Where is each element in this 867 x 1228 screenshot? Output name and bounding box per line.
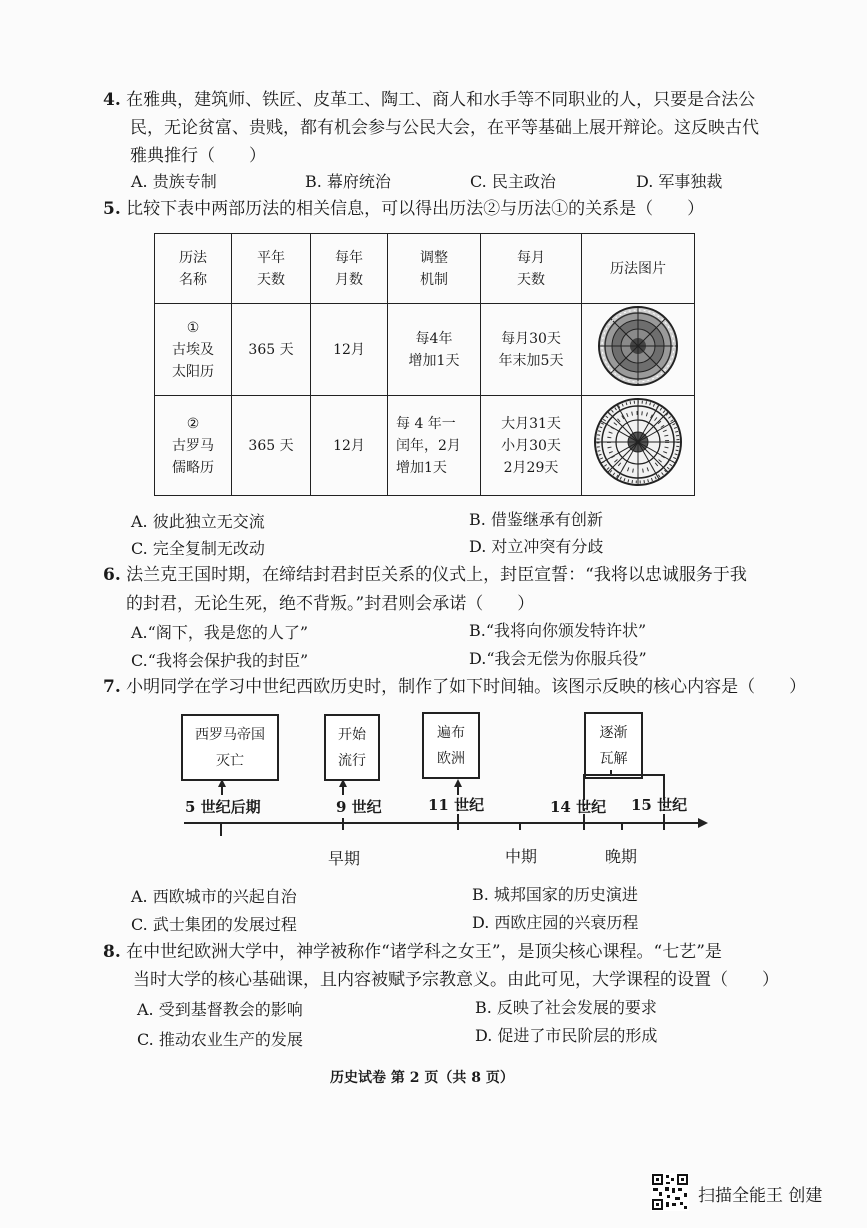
tick-9th-century: 9 世纪 <box>336 798 382 816</box>
q7-option-b[interactable]: B. 城邦国家的历史演进 <box>472 885 638 904</box>
scanner-watermark: 扫描全能王 创建 <box>698 1186 823 1206</box>
tick-15th-century: 15 世纪 <box>631 796 688 814</box>
q8-number: 8. <box>103 942 121 962</box>
row2-name: ② 古罗马 儒略历 <box>155 396 232 496</box>
q7-option-a[interactable]: A. 西欧城市的兴起自治 <box>131 887 297 906</box>
tick-11th-century: 11 世纪 <box>428 796 485 814</box>
q7-stem: 小明同学在学习中世纪西欧历史时，制作了如下时间轴。该图示反映的核心内容是（ ） <box>126 677 807 697</box>
q5-option-a[interactable]: A. 彼此独立无交流 <box>131 512 265 531</box>
q8-stem-1: 在中世纪欧洲大学中，神学被称作“诸学科之女王”，是顶尖核心课程。“七艺”是 <box>126 942 722 962</box>
header-month-days: 每月 天数 <box>481 234 582 304</box>
row1-month-days: 每月30天 年末加5天 <box>481 304 582 396</box>
q4-option-a[interactable]: A. 贵族专制 <box>131 172 217 191</box>
q5-number: 5. <box>103 199 121 219</box>
q7-number: 7. <box>103 677 121 697</box>
q7-option-d[interactable]: D. 西欧庄园的兴衰历程 <box>472 913 639 932</box>
q5-stem: 比较下表中两部历法的相关信息，可以得出历法②与历法①的关系是（ ） <box>126 199 705 219</box>
row1-adjust: 每4年 增加1天 <box>388 304 481 396</box>
q4-number: 4. <box>103 90 121 110</box>
q6-option-a[interactable]: A.“阁下，我是您的人了” <box>131 623 309 642</box>
timeline-box-decline: 逐渐 瓦解 <box>584 712 643 779</box>
row1-months: 12月 <box>311 304 388 396</box>
q8-line2: 当时大学的核心基础课，且内容被赋予宗教意义。由此可见，大学课程的设置（ ） <box>133 970 779 990</box>
q4-line3: 雅典推行（ ） <box>130 146 266 166</box>
row2-days: 365 天 <box>232 396 311 496</box>
page-footer: 历史试卷 第 2 页（共 8 页） <box>330 1070 514 1086</box>
row1-days: 365 天 <box>232 304 311 396</box>
header-image: 历法图片 <box>582 234 695 304</box>
period-middle: 中期 <box>505 847 538 866</box>
q8-line1 <box>103 938 722 966</box>
q7-option-c[interactable]: C. 武士集团的发展过程 <box>131 915 297 934</box>
q6-option-c[interactable]: C.“我将会保护我的封臣” <box>131 651 309 670</box>
q8-option-b[interactable]: B. 反映了社会发展的要求 <box>475 998 657 1017</box>
qr-code-icon <box>651 1173 689 1211</box>
period-early: 早期 <box>328 849 361 868</box>
q4-option-c[interactable]: C. 民主政治 <box>470 172 556 191</box>
header-name: 历法 名称 <box>155 234 232 304</box>
q4-line2: 民，无论贫富、贵贱，都有机会参与公民大会，在平等基础上展开辩论。这反映古代 <box>130 118 759 138</box>
tick-5th-century: 5 世纪后期 <box>185 798 261 816</box>
q6-option-b[interactable]: B.“我将向你颁发特许状” <box>469 621 647 640</box>
q6-stem-1: 法兰克王国时期，在缔结封君封臣关系的仪式上，封臣宣誓：“我将以忠诚服务于我 <box>126 565 747 585</box>
q4-stem-1: 在雅典，建筑师、铁匠、皮革工、陶工、商人和水手等不同职业的人，只要是合法公 <box>126 90 756 110</box>
q8-option-d[interactable]: D. 促进了市民阶层的形成 <box>475 1026 658 1045</box>
q5-option-c[interactable]: C. 完全复制无改动 <box>131 539 265 558</box>
period-late: 晚期 <box>605 847 638 866</box>
timeline-box-start: 开始 流行 <box>324 714 380 781</box>
row1-name: ① 古埃及 太阳历 <box>155 304 232 396</box>
q6-number: 6. <box>103 565 121 585</box>
timeline-box-spread: 遍布 欧洲 <box>422 712 480 779</box>
row2-months: 12月 <box>311 396 388 496</box>
header-adjust: 调整 机制 <box>388 234 481 304</box>
q6-option-d[interactable]: D.“我会无偿为你服兵役” <box>469 649 647 668</box>
header-days: 平年 天数 <box>232 234 311 304</box>
q4-option-d[interactable]: D. 军事独裁 <box>636 172 723 191</box>
q6-line2: 的封君，无论生死，绝不背叛。”封君则会承诺（ ） <box>126 594 535 614</box>
row2-month-days: 大月31天 小月30天 2月29天 <box>481 396 582 496</box>
q5-option-b[interactable]: B. 借鉴继承有创新 <box>469 510 603 529</box>
q5-option-d[interactable]: D. 对立冲突有分歧 <box>469 537 604 556</box>
header-months: 每年 月数 <box>311 234 388 304</box>
q8-option-c[interactable]: C. 推动农业生产的发展 <box>137 1030 303 1049</box>
tick-14th-century: 14 世纪 <box>550 798 607 816</box>
row2-adjust: 每 4 年一 闰年，2月 增加1天 <box>388 396 481 496</box>
q8-option-a[interactable]: A. 受到基督教会的影响 <box>137 1000 303 1019</box>
q4-option-b[interactable]: B. 幕府统治 <box>305 172 391 191</box>
timeline-box-rome: 西罗马帝国 灭亡 <box>181 714 279 781</box>
